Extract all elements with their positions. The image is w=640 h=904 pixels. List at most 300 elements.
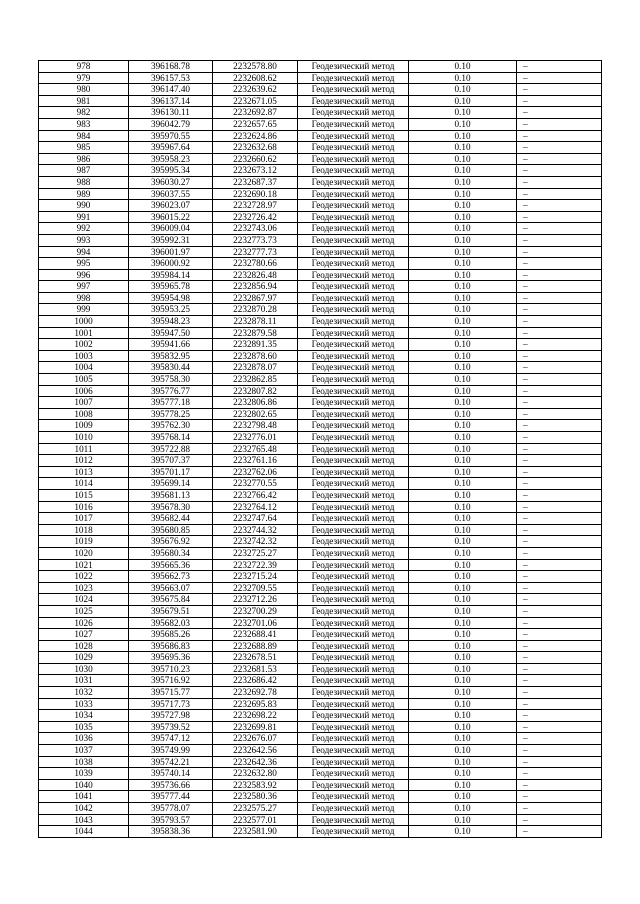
table-row	[39, 142, 602, 154]
x-coordinate-cell: 395777.18	[129, 397, 213, 409]
note-cell: –	[517, 803, 602, 815]
x-coordinate-cell: 395701.17	[129, 466, 213, 478]
precision-cell: 0.10	[409, 420, 517, 432]
point-number-cell: 1010	[39, 432, 129, 444]
note-cell: –	[517, 339, 602, 351]
method-cell: Геодезический метод	[298, 687, 409, 699]
table-row	[39, 246, 602, 258]
note-cell: –	[517, 327, 602, 339]
point-number-cell: 991	[39, 211, 129, 223]
note-cell: –	[517, 489, 602, 501]
table-row	[39, 675, 602, 687]
y-coordinate-cell: 2232766.42	[213, 489, 298, 501]
precision-cell: 0.10	[409, 617, 517, 629]
y-coordinate-cell: 2232632.68	[213, 142, 298, 154]
y-coordinate-cell: 2232577.01	[213, 814, 298, 826]
point-number-cell: 993	[39, 234, 129, 246]
x-coordinate-cell: 395970.55	[129, 130, 213, 142]
method-cell: Геодезический метод	[298, 258, 409, 270]
method-cell: Геодезический метод	[298, 745, 409, 757]
point-number-cell: 1005	[39, 374, 129, 386]
point-number-cell: 1013	[39, 466, 129, 478]
precision-cell: 0.10	[409, 95, 517, 107]
y-coordinate-cell: 2232777.73	[213, 246, 298, 258]
point-number-cell: 988	[39, 176, 129, 188]
y-coordinate-cell: 2232699.81	[213, 721, 298, 733]
note-cell: –	[517, 443, 602, 455]
note-cell: –	[517, 281, 602, 293]
precision-cell: 0.10	[409, 118, 517, 130]
table-row	[39, 408, 602, 420]
note-cell: –	[517, 571, 602, 583]
point-number-cell: 1022	[39, 571, 129, 583]
y-coordinate-cell: 2232695.83	[213, 698, 298, 710]
method-cell: Геодезический метод	[298, 408, 409, 420]
point-number-cell: 979	[39, 72, 129, 84]
y-coordinate-cell: 2232632.80	[213, 768, 298, 780]
method-cell: Геодезический метод	[298, 153, 409, 165]
note-cell: –	[517, 165, 602, 177]
point-number-cell: 1015	[39, 489, 129, 501]
y-coordinate-cell: 2232879.58	[213, 327, 298, 339]
table-row	[39, 385, 602, 397]
note-cell: –	[517, 142, 602, 154]
point-number-cell: 989	[39, 188, 129, 200]
method-cell: Геодезический метод	[298, 594, 409, 606]
x-coordinate-cell: 395680.85	[129, 524, 213, 536]
y-coordinate-cell: 2232700.29	[213, 605, 298, 617]
point-number-cell: 1008	[39, 408, 129, 420]
precision-cell: 0.10	[409, 629, 517, 641]
y-coordinate-cell: 2232878.60	[213, 350, 298, 362]
x-coordinate-cell: 395717.73	[129, 698, 213, 710]
y-coordinate-cell: 2232743.06	[213, 223, 298, 235]
precision-cell: 0.10	[409, 745, 517, 757]
point-number-cell: 1004	[39, 362, 129, 374]
precision-cell: 0.10	[409, 234, 517, 246]
table-row	[39, 559, 602, 571]
y-coordinate-cell: 2232726.42	[213, 211, 298, 223]
method-cell: Геодезический метод	[298, 188, 409, 200]
note-cell: –	[517, 826, 602, 838]
table-row	[39, 176, 602, 188]
table-row	[39, 513, 602, 525]
note-cell: –	[517, 455, 602, 467]
method-cell: Геодезический метод	[298, 107, 409, 119]
precision-cell: 0.10	[409, 733, 517, 745]
precision-cell: 0.10	[409, 350, 517, 362]
note-cell: –	[517, 408, 602, 420]
x-coordinate-cell: 395663.07	[129, 582, 213, 594]
y-coordinate-cell: 2232642.36	[213, 756, 298, 768]
y-coordinate-cell: 2232575.27	[213, 803, 298, 815]
note-cell: –	[517, 675, 602, 687]
x-coordinate-cell: 395758.30	[129, 374, 213, 386]
method-cell: Геодезический метод	[298, 559, 409, 571]
point-number-cell: 1034	[39, 710, 129, 722]
table-row	[39, 768, 602, 780]
note-cell: –	[517, 84, 602, 96]
coordinates-table	[38, 60, 602, 838]
x-coordinate-cell: 395727.98	[129, 710, 213, 722]
method-cell: Геодезический метод	[298, 652, 409, 664]
method-cell: Геодезический метод	[298, 501, 409, 513]
table-row	[39, 258, 602, 270]
x-coordinate-cell: 395665.36	[129, 559, 213, 571]
note-cell: –	[517, 223, 602, 235]
y-coordinate-cell: 2232747.64	[213, 513, 298, 525]
y-coordinate-cell: 2232673.12	[213, 165, 298, 177]
note-cell: –	[517, 385, 602, 397]
note-cell: –	[517, 269, 602, 281]
table-row	[39, 292, 602, 304]
note-cell: –	[517, 524, 602, 536]
method-cell: Геодезический метод	[298, 316, 409, 328]
precision-cell: 0.10	[409, 582, 517, 594]
precision-cell: 0.10	[409, 188, 517, 200]
x-coordinate-cell: 395679.51	[129, 605, 213, 617]
table-row	[39, 362, 602, 374]
table-row	[39, 61, 602, 73]
point-number-cell: 1040	[39, 779, 129, 791]
precision-cell: 0.10	[409, 292, 517, 304]
point-number-cell: 1014	[39, 478, 129, 490]
precision-cell: 0.10	[409, 513, 517, 525]
point-number-cell: 1041	[39, 791, 129, 803]
note-cell: –	[517, 246, 602, 258]
precision-cell: 0.10	[409, 362, 517, 374]
method-cell: Геодезический метод	[298, 432, 409, 444]
precision-cell: 0.10	[409, 768, 517, 780]
table-row	[39, 443, 602, 455]
precision-cell: 0.10	[409, 524, 517, 536]
x-coordinate-cell: 395676.92	[129, 536, 213, 548]
note-cell: –	[517, 397, 602, 409]
note-cell: –	[517, 629, 602, 641]
x-coordinate-cell: 395965.78	[129, 281, 213, 293]
method-cell: Геодезический метод	[298, 304, 409, 316]
point-number-cell: 1039	[39, 768, 129, 780]
method-cell: Геодезический метод	[298, 281, 409, 293]
x-coordinate-cell: 395699.14	[129, 478, 213, 490]
method-cell: Геодезический метод	[298, 536, 409, 548]
point-number-cell: 1007	[39, 397, 129, 409]
method-cell: Геодезический метод	[298, 118, 409, 130]
note-cell: –	[517, 791, 602, 803]
y-coordinate-cell: 2232660.62	[213, 153, 298, 165]
x-coordinate-cell: 396147.40	[129, 84, 213, 96]
precision-cell: 0.10	[409, 327, 517, 339]
point-number-cell: 1019	[39, 536, 129, 548]
precision-cell: 0.10	[409, 756, 517, 768]
method-cell: Геодезический метод	[298, 223, 409, 235]
point-number-cell: 981	[39, 95, 129, 107]
precision-cell: 0.10	[409, 211, 517, 223]
point-number-cell: 1017	[39, 513, 129, 525]
note-cell: –	[517, 316, 602, 328]
method-cell: Геодезический метод	[298, 443, 409, 455]
note-cell: –	[517, 710, 602, 722]
precision-cell: 0.10	[409, 803, 517, 815]
y-coordinate-cell: 2232657.65	[213, 118, 298, 130]
note-cell: –	[517, 698, 602, 710]
y-coordinate-cell: 2232681.53	[213, 663, 298, 675]
method-cell: Геодезический метод	[298, 176, 409, 188]
x-coordinate-cell: 395953.25	[129, 304, 213, 316]
point-number-cell: 1027	[39, 629, 129, 641]
precision-cell: 0.10	[409, 130, 517, 142]
note-cell: –	[517, 95, 602, 107]
table-row	[39, 721, 602, 733]
x-coordinate-cell: 395838.36	[129, 826, 213, 838]
point-number-cell: 1032	[39, 687, 129, 699]
precision-cell: 0.10	[409, 176, 517, 188]
table-row	[39, 617, 602, 629]
precision-cell: 0.10	[409, 779, 517, 791]
precision-cell: 0.10	[409, 374, 517, 386]
precision-cell: 0.10	[409, 675, 517, 687]
method-cell: Геодезический метод	[298, 547, 409, 559]
y-coordinate-cell: 2232798.48	[213, 420, 298, 432]
point-number-cell: 1020	[39, 547, 129, 559]
note-cell: –	[517, 211, 602, 223]
y-coordinate-cell: 2232715.24	[213, 571, 298, 583]
point-number-cell: 990	[39, 200, 129, 212]
precision-cell: 0.10	[409, 455, 517, 467]
point-number-cell: 1002	[39, 339, 129, 351]
y-coordinate-cell: 2232690.18	[213, 188, 298, 200]
x-coordinate-cell: 395681.13	[129, 489, 213, 501]
y-coordinate-cell: 2232678.51	[213, 652, 298, 664]
method-cell: Геодезический метод	[298, 582, 409, 594]
precision-cell: 0.10	[409, 142, 517, 154]
note-cell: –	[517, 420, 602, 432]
table-row	[39, 814, 602, 826]
table-row	[39, 756, 602, 768]
y-coordinate-cell: 2232583.92	[213, 779, 298, 791]
table-row	[39, 582, 602, 594]
x-coordinate-cell: 396037.55	[129, 188, 213, 200]
precision-cell: 0.10	[409, 687, 517, 699]
y-coordinate-cell: 2232770.55	[213, 478, 298, 490]
table-row	[39, 316, 602, 328]
x-coordinate-cell: 396168.78	[129, 61, 213, 73]
y-coordinate-cell: 2232891.35	[213, 339, 298, 351]
precision-cell: 0.10	[409, 559, 517, 571]
point-number-cell: 1029	[39, 652, 129, 664]
y-coordinate-cell: 2232688.89	[213, 640, 298, 652]
table-row	[39, 327, 602, 339]
precision-cell: 0.10	[409, 478, 517, 490]
y-coordinate-cell: 2232878.11	[213, 316, 298, 328]
x-coordinate-cell: 395682.44	[129, 513, 213, 525]
y-coordinate-cell: 2232709.55	[213, 582, 298, 594]
x-coordinate-cell: 395958.23	[129, 153, 213, 165]
note-cell: –	[517, 374, 602, 386]
method-cell: Геодезический метод	[298, 814, 409, 826]
y-coordinate-cell: 2232765.48	[213, 443, 298, 455]
x-coordinate-cell: 395710.23	[129, 663, 213, 675]
table-row	[39, 200, 602, 212]
x-coordinate-cell: 395778.07	[129, 803, 213, 815]
note-cell: –	[517, 234, 602, 246]
y-coordinate-cell: 2232624.86	[213, 130, 298, 142]
x-coordinate-cell: 395747.12	[129, 733, 213, 745]
point-number-cell: 1042	[39, 803, 129, 815]
precision-cell: 0.10	[409, 826, 517, 838]
precision-cell: 0.10	[409, 571, 517, 583]
precision-cell: 0.10	[409, 304, 517, 316]
precision-cell: 0.10	[409, 814, 517, 826]
x-coordinate-cell: 395722.88	[129, 443, 213, 455]
note-cell: –	[517, 432, 602, 444]
x-coordinate-cell: 395984.14	[129, 269, 213, 281]
table-row	[39, 130, 602, 142]
x-coordinate-cell: 395736.66	[129, 779, 213, 791]
y-coordinate-cell: 2232761.16	[213, 455, 298, 467]
precision-cell: 0.10	[409, 698, 517, 710]
note-cell: –	[517, 107, 602, 119]
table-row	[39, 234, 602, 246]
precision-cell: 0.10	[409, 72, 517, 84]
y-coordinate-cell: 2232712.26	[213, 594, 298, 606]
method-cell: Геодезический метод	[298, 663, 409, 675]
table-row	[39, 536, 602, 548]
precision-cell: 0.10	[409, 397, 517, 409]
method-cell: Геодезический метод	[298, 791, 409, 803]
table-row	[39, 791, 602, 803]
note-cell: –	[517, 768, 602, 780]
x-coordinate-cell: 395716.92	[129, 675, 213, 687]
table-row	[39, 779, 602, 791]
precision-cell: 0.10	[409, 316, 517, 328]
table-row	[39, 72, 602, 84]
table-row	[39, 118, 602, 130]
x-coordinate-cell: 396157.53	[129, 72, 213, 84]
note-cell: –	[517, 652, 602, 664]
precision-cell: 0.10	[409, 594, 517, 606]
point-number-cell: 982	[39, 107, 129, 119]
precision-cell: 0.10	[409, 84, 517, 96]
table-row	[39, 547, 602, 559]
method-cell: Геодезический метод	[298, 803, 409, 815]
x-coordinate-cell: 395686.83	[129, 640, 213, 652]
table-row	[39, 374, 602, 386]
y-coordinate-cell: 2232722.39	[213, 559, 298, 571]
point-number-cell: 1044	[39, 826, 129, 838]
method-cell: Геодезический метод	[298, 61, 409, 73]
point-number-cell: 1037	[39, 745, 129, 757]
x-coordinate-cell: 395740.14	[129, 768, 213, 780]
table-row	[39, 629, 602, 641]
y-coordinate-cell: 2232776.01	[213, 432, 298, 444]
table-row	[39, 153, 602, 165]
y-coordinate-cell: 2232701.06	[213, 617, 298, 629]
method-cell: Геодезический метод	[298, 130, 409, 142]
precision-cell: 0.10	[409, 489, 517, 501]
x-coordinate-cell: 395707.37	[129, 455, 213, 467]
x-coordinate-cell: 395742.21	[129, 756, 213, 768]
precision-cell: 0.10	[409, 408, 517, 420]
note-cell: –	[517, 118, 602, 130]
point-number-cell: 1025	[39, 605, 129, 617]
y-coordinate-cell: 2232870.28	[213, 304, 298, 316]
y-coordinate-cell: 2232878.07	[213, 362, 298, 374]
y-coordinate-cell: 2232580.36	[213, 791, 298, 803]
point-number-cell: 1033	[39, 698, 129, 710]
method-cell: Геодезический метод	[298, 721, 409, 733]
note-cell: –	[517, 61, 602, 73]
point-number-cell: 1018	[39, 524, 129, 536]
precision-cell: 0.10	[409, 536, 517, 548]
point-number-cell: 999	[39, 304, 129, 316]
point-number-cell: 1009	[39, 420, 129, 432]
note-cell: –	[517, 188, 602, 200]
note-cell: –	[517, 258, 602, 270]
precision-cell: 0.10	[409, 61, 517, 73]
x-coordinate-cell: 395662.73	[129, 571, 213, 583]
note-cell: –	[517, 594, 602, 606]
precision-cell: 0.10	[409, 200, 517, 212]
x-coordinate-cell: 395762.30	[129, 420, 213, 432]
point-number-cell: 992	[39, 223, 129, 235]
point-number-cell: 1003	[39, 350, 129, 362]
point-number-cell: 1012	[39, 455, 129, 467]
x-coordinate-cell: 395793.57	[129, 814, 213, 826]
precision-cell: 0.10	[409, 791, 517, 803]
method-cell: Геодезический метод	[298, 397, 409, 409]
x-coordinate-cell: 396015.22	[129, 211, 213, 223]
method-cell: Геодезический метод	[298, 571, 409, 583]
method-cell: Геодезический метод	[298, 779, 409, 791]
note-cell: –	[517, 745, 602, 757]
method-cell: Геодезический метод	[298, 385, 409, 397]
method-cell: Геодезический метод	[298, 84, 409, 96]
y-coordinate-cell: 2232698.22	[213, 710, 298, 722]
note-cell: –	[517, 130, 602, 142]
note-cell: –	[517, 304, 602, 316]
method-cell: Геодезический метод	[298, 292, 409, 304]
point-number-cell: 987	[39, 165, 129, 177]
y-coordinate-cell: 2232762.06	[213, 466, 298, 478]
note-cell: –	[517, 350, 602, 362]
note-cell: –	[517, 663, 602, 675]
precision-cell: 0.10	[409, 258, 517, 270]
point-number-cell: 1023	[39, 582, 129, 594]
x-coordinate-cell: 395941.66	[129, 339, 213, 351]
y-coordinate-cell: 2232642.56	[213, 745, 298, 757]
point-number-cell: 1043	[39, 814, 129, 826]
x-coordinate-cell: 395695.36	[129, 652, 213, 664]
table-row	[39, 524, 602, 536]
point-number-cell: 1021	[39, 559, 129, 571]
y-coordinate-cell: 2232688.41	[213, 629, 298, 641]
note-cell: –	[517, 814, 602, 826]
method-cell: Геодезический метод	[298, 246, 409, 258]
table-row	[39, 605, 602, 617]
note-cell: –	[517, 733, 602, 745]
method-cell: Геодезический метод	[298, 756, 409, 768]
y-coordinate-cell: 2232807.82	[213, 385, 298, 397]
y-coordinate-cell: 2232725.27	[213, 547, 298, 559]
point-number-cell: 1011	[39, 443, 129, 455]
point-number-cell: 1001	[39, 327, 129, 339]
y-coordinate-cell: 2232806.86	[213, 397, 298, 409]
note-cell: –	[517, 547, 602, 559]
precision-cell: 0.10	[409, 663, 517, 675]
y-coordinate-cell: 2232692.87	[213, 107, 298, 119]
note-cell: –	[517, 536, 602, 548]
